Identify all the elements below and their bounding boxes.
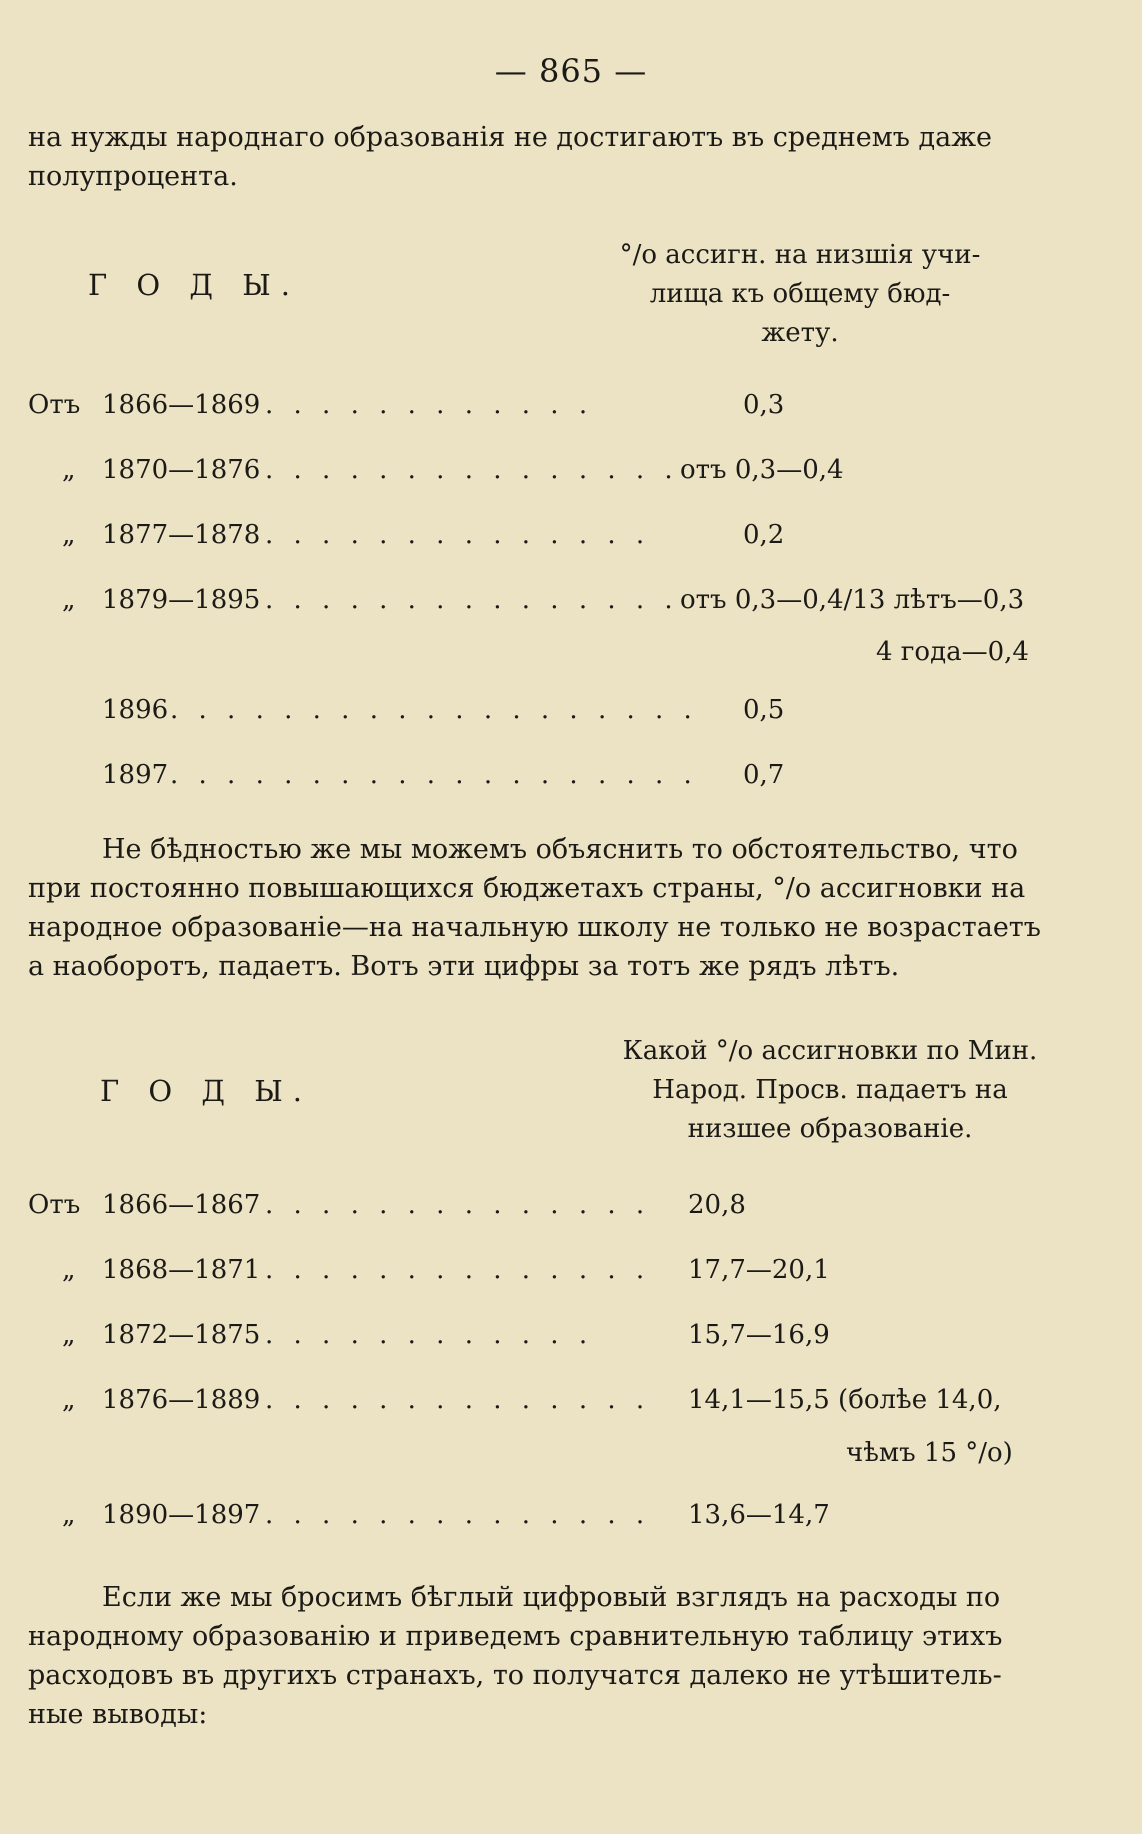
paragraph-line: народное образованіе—на начальную школу не только не возрастаетъ xyxy=(28,912,1041,943)
paragraph-line: Если же мы бросимъ бѣглый цифровый взглядъ на расходы по xyxy=(102,1582,1001,1613)
row-value: 0,5 xyxy=(743,695,785,725)
row-years: 1877—1878 xyxy=(102,520,261,550)
row-dots: . . . . . . . . . . . . . . . . . . . xyxy=(170,695,698,725)
row-value: 0,2 xyxy=(743,520,785,550)
row-value: 0,3 xyxy=(743,390,785,420)
row-value: отъ 0,3—0,4 xyxy=(680,455,844,485)
row-value: 0,7 xyxy=(743,760,785,790)
row-years: 1897 xyxy=(102,760,169,790)
row-years: 1866—1867 xyxy=(102,1190,261,1220)
row-prefix: Отъ xyxy=(28,390,81,420)
table2-row xyxy=(0,1320,1142,1360)
row-years: 1868—1871 xyxy=(102,1255,261,1285)
row-prefix: Отъ xyxy=(28,1190,81,1220)
row-years: 1870—1876 xyxy=(102,455,261,485)
row-dots: . . . . . . . . . . . . . . xyxy=(265,1500,651,1530)
table2-continuation: чѣмъ 15 °/о) xyxy=(846,1438,1013,1468)
row-years: 1890—1897 xyxy=(102,1500,261,1530)
table2-col2-header-line: Народ. Просв. падаетъ на xyxy=(652,1075,1008,1105)
table1-continuation: 4 года—0,4 xyxy=(876,637,1029,667)
row-value: отъ 0,3—0,4/13 лѣтъ—0,3 xyxy=(680,585,1025,615)
paragraph-line: расходовъ въ другихъ странахъ, то получатся далеко не утѣшитель- xyxy=(28,1660,1002,1691)
row-years: 1876—1889 xyxy=(102,1385,261,1415)
row-dots: . . . . . . . . . . . . xyxy=(265,1320,594,1350)
row-prefix: „ xyxy=(62,1255,76,1285)
intro-line: на нужды народнаго образованія не достигаютъ въ среднемъ даже xyxy=(28,122,993,153)
row-prefix: „ xyxy=(62,455,76,485)
table1-col2-header xyxy=(590,236,1010,353)
row-value: 17,7—20,1 xyxy=(688,1255,830,1285)
page-number: — 865 — xyxy=(494,52,648,90)
row-years: 1866—1869 xyxy=(102,390,261,420)
table1-col2-header-line: жету. xyxy=(761,318,839,348)
row-prefix: „ xyxy=(62,1385,76,1415)
intro-paragraph xyxy=(28,118,1048,196)
row-dots: . . . . . . . . . . . . . . xyxy=(265,1385,651,1415)
table2-col2-header xyxy=(600,1032,1060,1149)
row-value: 13,6—14,7 xyxy=(688,1500,830,1530)
middle-paragraph xyxy=(28,830,1048,986)
table2-row xyxy=(0,1190,1142,1230)
paragraph-line: Не бѣдностью же мы можемъ объяснить то обстоятельство, что xyxy=(102,834,1018,865)
row-dots: . . . . . . . . . . . . . . . . . . . xyxy=(170,760,698,790)
row-dots: . . . . . . . . . . . . . . xyxy=(265,1255,651,1285)
paragraph-line: а наоборотъ, падаетъ. Вотъ эти цифры за тотъ же рядъ лѣтъ. xyxy=(28,951,900,982)
row-dots: . . . . . . . . . . . . . . xyxy=(265,1190,651,1220)
row-value: 14,1—15,5 (болѣе 14,0, xyxy=(688,1385,1002,1415)
paragraph-line: при постоянно повышающихся бюджетахъ страны, °/о ассигновки на xyxy=(28,873,1026,904)
intro-line: полупроцента. xyxy=(28,161,238,192)
row-value: 15,7—16,9 xyxy=(688,1320,830,1350)
table1-row xyxy=(0,760,1142,800)
paragraph-line: народному образованію и приведемъ сравнительную таблицу этихъ xyxy=(28,1621,1003,1652)
table1-col2-header-line: лища къ общему бюд- xyxy=(649,279,951,309)
table2-row xyxy=(0,1385,1142,1425)
row-prefix: „ xyxy=(62,585,76,615)
paragraph-line: ные выводы: xyxy=(28,1699,208,1730)
row-prefix: „ xyxy=(62,1320,76,1350)
table1-row xyxy=(0,455,1142,495)
row-prefix: „ xyxy=(62,520,76,550)
table1-col1-header: Г О Д Ы. xyxy=(88,268,300,302)
table1-col2-header-line: °/о ассигн. на низшія учи- xyxy=(619,240,981,270)
row-value: 20,8 xyxy=(688,1190,746,1220)
row-prefix: „ xyxy=(62,1500,76,1530)
row-years: 1896 xyxy=(102,695,169,725)
table2-col2-header-line: низшее образованіе. xyxy=(687,1114,973,1144)
row-years: 1879—1895 xyxy=(102,585,261,615)
table1-row xyxy=(0,695,1142,735)
table1-row xyxy=(0,585,1142,625)
final-paragraph xyxy=(28,1578,1048,1734)
table2-col2-header-line: Какой °/о ассигновки по Мин. xyxy=(622,1036,1038,1066)
row-dots: . . . . . . . . . . . . . . . xyxy=(265,585,679,615)
row-dots: . . . . . . . . . . . . xyxy=(265,390,594,420)
table1-row xyxy=(0,520,1142,560)
row-dots: . . . . . . . . . . . . . . xyxy=(265,520,651,550)
table1-row xyxy=(0,390,1142,430)
table2-col1-header: Г О Д Ы. xyxy=(100,1074,312,1108)
row-years: 1872—1875 xyxy=(102,1320,261,1350)
row-dots: . . . . . . . . . . . . . . . xyxy=(265,455,679,485)
table2-row xyxy=(0,1255,1142,1295)
table2-row xyxy=(0,1500,1142,1540)
